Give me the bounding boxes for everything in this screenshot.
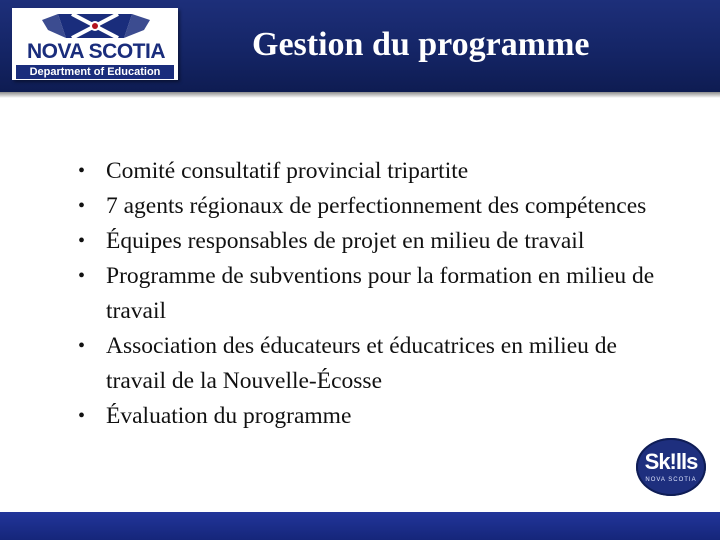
bullet-text: 7 agents régionaux de perfectionnement des compétences bbox=[106, 193, 647, 219]
header-bar bbox=[0, 0, 720, 92]
bullet-dot: • bbox=[78, 195, 86, 217]
bullet-dot: • bbox=[78, 230, 86, 252]
bullet-dot: • bbox=[78, 335, 86, 357]
logo-name: NOVA SCOTIA bbox=[26, 40, 165, 63]
bullet-dot: • bbox=[78, 405, 86, 427]
bullet-dot: • bbox=[78, 265, 86, 287]
bullet-item bbox=[78, 154, 678, 189]
logo-department: Department of Education bbox=[16, 65, 174, 79]
bullet-item bbox=[78, 224, 678, 259]
bullet-text: Comité consultatif provincial tripartite bbox=[106, 158, 469, 184]
bullet-text: Programme de subventions pour la formation en milieu de travail bbox=[106, 263, 655, 324]
flag-icon bbox=[12, 8, 178, 42]
skills-logo-word: Sk!lls bbox=[644, 449, 698, 474]
bullet-item bbox=[78, 259, 678, 329]
bullet-text: Association des éducateurs et éducatrices en milieu de travail de la Nouvelle-Écosse bbox=[106, 333, 617, 394]
skills-logo-subtitle: NOVA SCOTIA bbox=[645, 477, 697, 483]
bullet-item bbox=[78, 189, 678, 224]
bullet-text: Équipes responsables de projet en milieu de travail bbox=[106, 228, 585, 254]
nova-scotia-logo bbox=[12, 8, 178, 80]
footer-bar bbox=[0, 512, 720, 540]
bullet-list bbox=[78, 154, 678, 434]
bullet-text: Évaluation du programme bbox=[106, 403, 352, 429]
slide-title: Gestion du programme bbox=[252, 26, 590, 63]
bullet-item bbox=[78, 329, 678, 399]
header-shadow bbox=[0, 92, 720, 98]
bullet-item bbox=[78, 399, 678, 434]
bullet-dot: • bbox=[78, 160, 86, 182]
skills-logo bbox=[636, 438, 706, 496]
